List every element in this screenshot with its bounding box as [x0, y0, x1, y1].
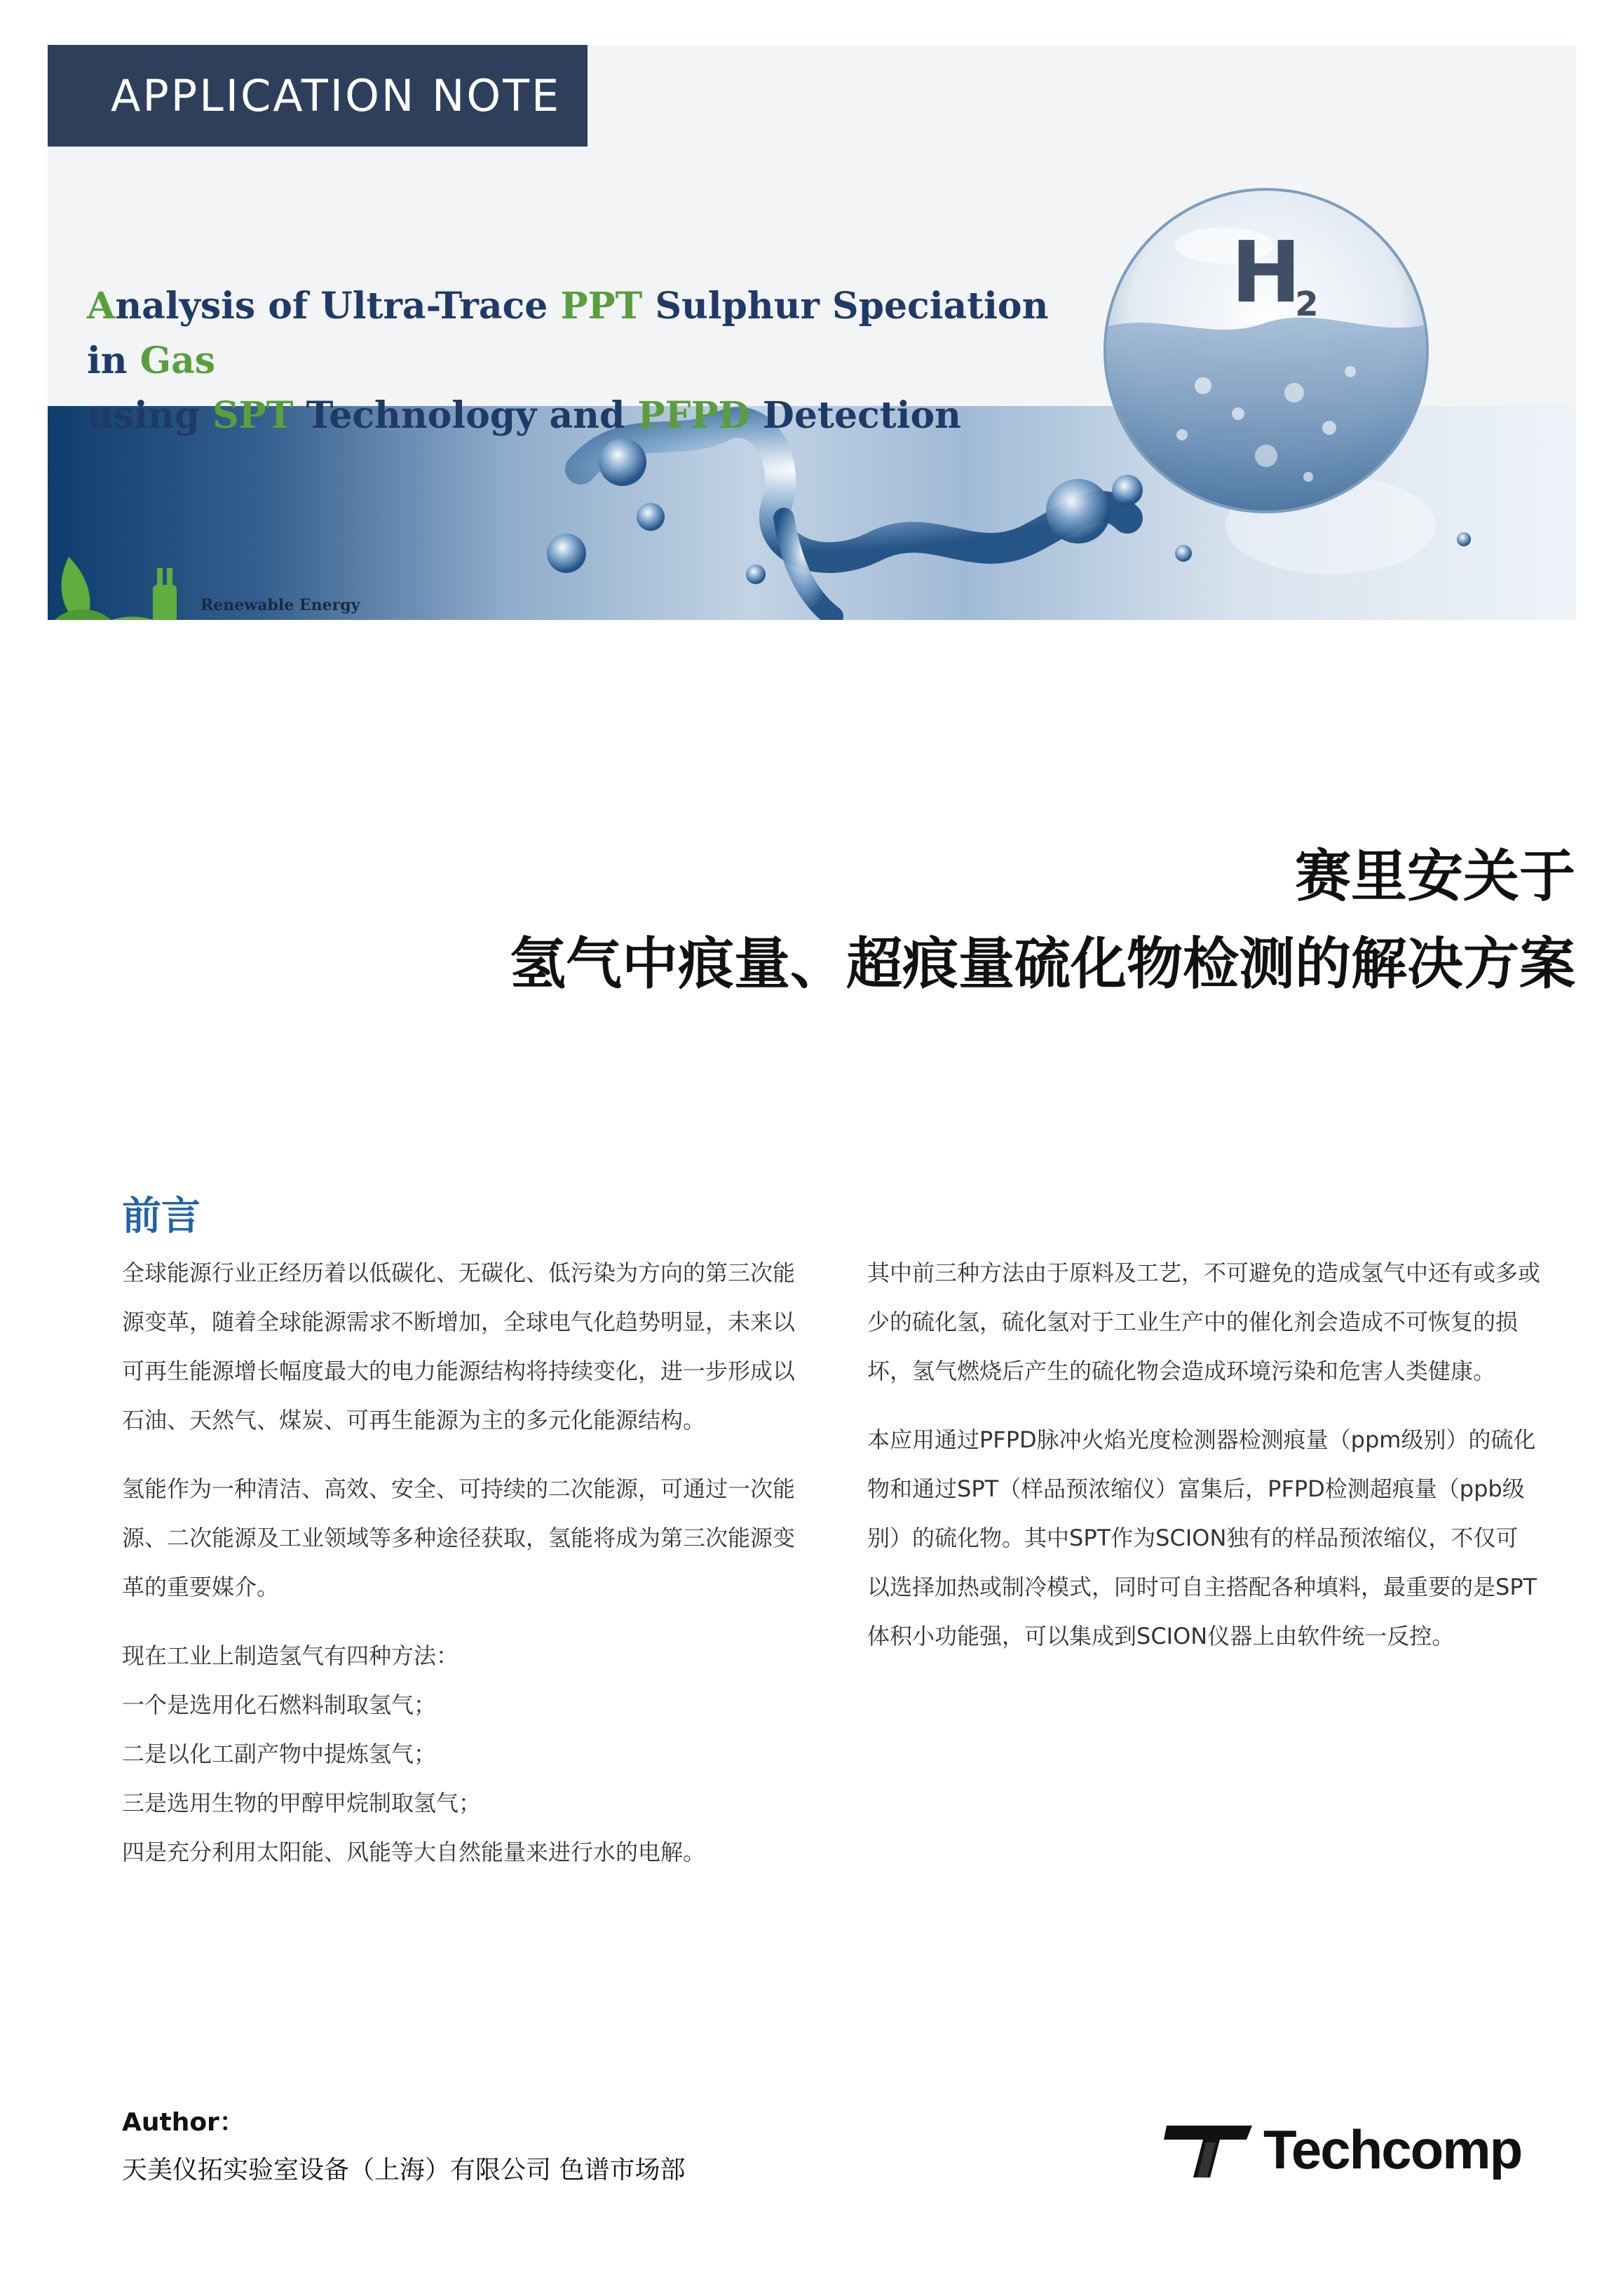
author-label: Author：: [122, 2108, 245, 2137]
english-title: [87, 279, 1068, 443]
title-part: Technology and: [293, 394, 638, 437]
english-title-line-1: [87, 279, 1068, 389]
methods-intro: 现在工业上制造氢气有四种方法：: [122, 1642, 459, 1669]
title-part: Sulphur Speciation in: [87, 285, 1049, 382]
paragraph: 本应用通过PFPD脉冲火焰光度检测器检测痕量（ppm级别）的硫化物和通过SPT（样品预浓缩仪）富集后，PFPD检测超痕量（ppb级别）的硫化物。其中SPT作为SCION独有的样品预浓缩仪，不仅可以选择加热或制冷模式，同时可自主搭配各种填料，最重要的是SPT体积小功能强，可以集成到SCION仪器上由软件统一反控。: [867, 1426, 1537, 1649]
title-part: Detection: [749, 394, 961, 437]
title-part: using: [87, 394, 213, 437]
h2-bubble-sphere: [1098, 182, 1434, 519]
method-item: 一个是选用化石燃料制取氢气；: [122, 1691, 437, 1718]
right-column: [867, 1248, 1540, 1680]
title-part: nalysis of Ultra-Trace: [115, 285, 561, 327]
header-banner: [48, 45, 1576, 620]
document-heading: [510, 835, 1575, 1010]
title-part: Gas: [140, 339, 216, 382]
methods-list: [122, 1631, 795, 1877]
title-part: A: [87, 285, 116, 327]
method-item: 二是以化工副产物中提炼氢气；: [122, 1741, 437, 1767]
paragraph: 其中前三种方法由于原料及工艺，不可避免的造成氢气中还有或多或少的硫化氢，硫化氢对于工业生产中的催化剂会造成不可恢复的损坏，氢气燃烧后产生的硫化物会造成环境污染和危害人类健康。: [867, 1260, 1541, 1384]
heading-line-1: 赛里安关于: [1295, 844, 1575, 909]
renewable-energy-label: Renewable Energy: [201, 596, 360, 614]
techcomp-wordmark: Techcomp: [1263, 2119, 1522, 2180]
method-item: 三是选用生物的甲醇甲烷制取氢气；: [122, 1790, 482, 1816]
h2-subscript: 2: [1295, 285, 1319, 324]
renewable-energy-logo-icon: [48, 536, 202, 620]
title-part: PFPD: [637, 394, 750, 437]
section-title-preface: 前言: [122, 1194, 201, 1239]
techcomp-logo: [1164, 2118, 1521, 2182]
techcomp-mark-icon: [1164, 2119, 1255, 2182]
english-title-line-2: [87, 389, 1068, 443]
h2-symbol: H: [1230, 224, 1302, 322]
left-column: [122, 1248, 795, 1896]
application-note-tag: [48, 45, 588, 147]
title-part: PPT: [560, 285, 643, 327]
paragraph: 氢能作为一种清洁、高效、安全、可持续的二次能源，可通过一次能源、二次能源及工业领域等多种途径获取，氢能将成为第三次能源变革的重要媒介。: [122, 1475, 796, 1600]
application-note-label: APPLICATION NOTE: [111, 70, 562, 121]
paragraph: 全球能源行业正经历着以低碳化、无碳化、低污染为方向的第三次能源变革，随着全球能源需求不断增加，全球电气化趋势明显，未来以可再生能源增长幅度最大的电力能源结构将持续变化，进一步形成以石油、天然气、煤炭、可再生能源为主的多元化能源结构。: [122, 1260, 796, 1433]
heading-line-2: 氢气中痕量、超痕量硫化物检测的解决方案: [510, 931, 1575, 997]
title-part: SPT: [212, 394, 294, 437]
method-item: 四是充分利用太阳能、风能等大自然能量来进行水的电解。: [122, 1839, 706, 1865]
author-name: 天美仪拓实验室设备（上海）有限公司 色谱市场部: [122, 2156, 686, 2184]
